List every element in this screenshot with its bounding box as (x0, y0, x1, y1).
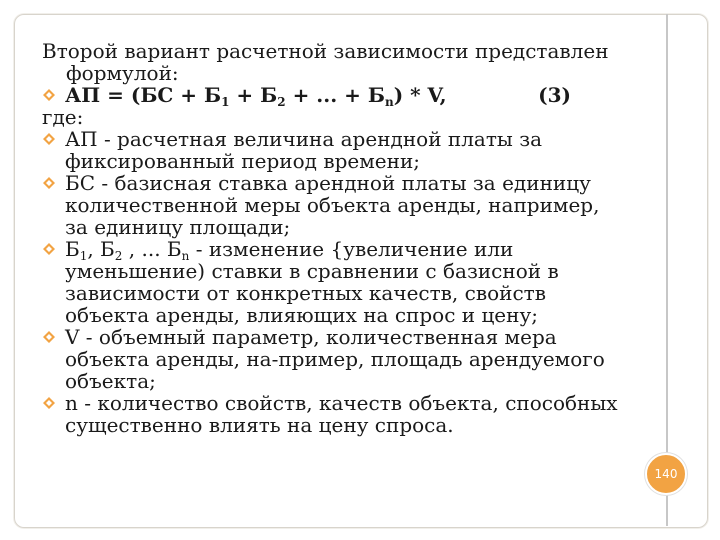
definition-text: БС - базисная ставка арендной платы за единицу количественной меры объекта аренды, например, за единицу площади; (65, 171, 600, 239)
definition-text: $Б_1$, $Б_2$ , ... $Б_n$ - изменение {увеличение или уменьшение) ставки в сравнении с базисной в зависимости от конкретных качеств, свойств объекта аренды, влияющих на спрос и цену; (65, 237, 559, 327)
diamond-outline-icon (42, 176, 56, 190)
definition-item (42, 392, 627, 436)
formula-expression: АП = ($БС + Б_1 + Б_2$ + ... + $Б_n$) * V, (65, 83, 447, 109)
intro-line-2: формулой: (66, 61, 179, 85)
slide-content (42, 40, 627, 436)
intro-paragraph (42, 40, 627, 84)
diamond-outline-icon (42, 88, 56, 102)
page-number-badge: 140 (645, 453, 687, 495)
definition-item (42, 326, 627, 392)
diamond-outline-icon (42, 330, 56, 344)
definition-text: АП - расчетная величина арендной платы за фиксированный период времени; (65, 127, 543, 173)
intro-line-1: Второй вариант расчетной зависимости представлен (42, 39, 609, 63)
definition-text: n - количество свойств, качеств объекта, способных существенно влиять на цену спроса. (65, 391, 618, 437)
definition-item (42, 238, 627, 326)
diamond-outline-icon (42, 132, 56, 146)
where-label: где: (42, 105, 84, 129)
diamond-outline-icon (42, 242, 56, 256)
diamond-outline-icon (42, 396, 56, 410)
definition-item (42, 172, 627, 238)
formula-number: (3) (538, 83, 571, 107)
definition-item (42, 128, 627, 172)
formula (65, 83, 627, 109)
formula-item (42, 83, 627, 109)
right-divider (666, 14, 668, 526)
definition-text: V - объемный параметр, количественная мера объекта аренды, на-пример, площадь арендуемого объекта; (65, 325, 605, 393)
